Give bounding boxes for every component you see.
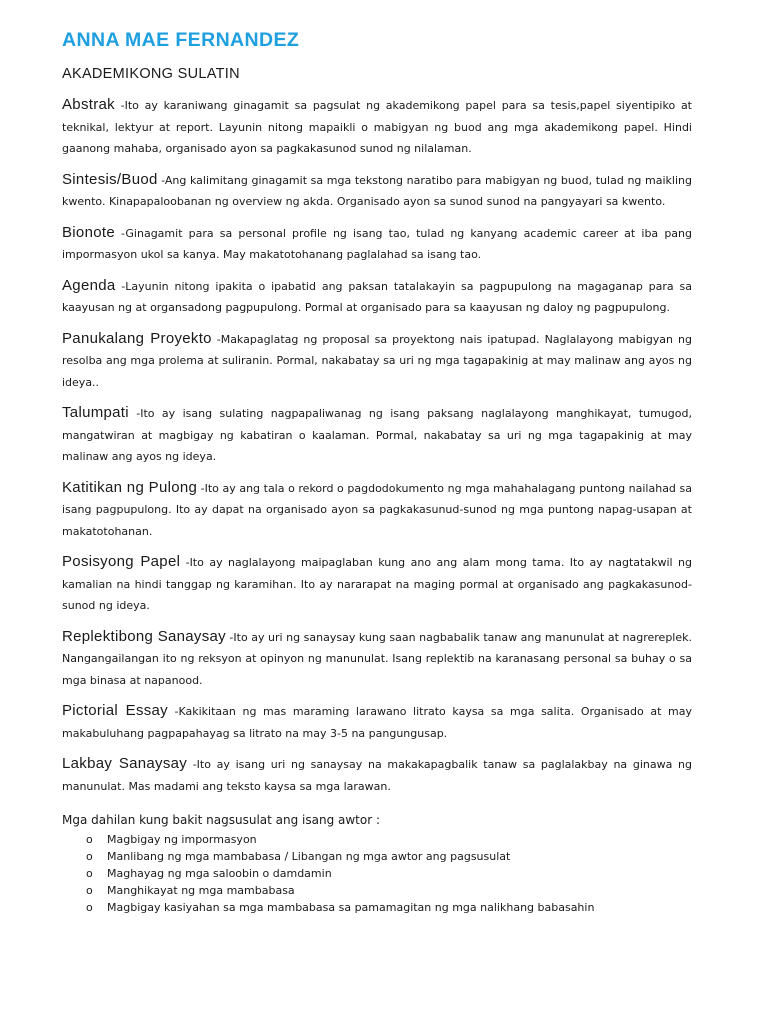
entry-paragraph — [62, 223, 692, 266]
entry-paragraph — [62, 170, 692, 213]
bullet-icon: o — [86, 833, 93, 846]
list-item-text: Manlibang ng mga mambabasa / Libangan ng mga awtor ang pagsusulat — [107, 850, 511, 863]
entry-definition: -Ito ay uri ng sanaysay kung saan nagbabalik tanaw ang manunulat at nagrereplek. Nangangailangan ito ng reksyon at opinyon ng manunulat. Isang replektib na karanasang personal sa buhay o sa mga binasa at napanood. — [62, 630, 692, 687]
list-item — [86, 848, 692, 865]
list-item-text: Manghikayat ng mga mambabasa — [107, 884, 295, 897]
entry-definition: -Ito ay karaniwang ginagamit sa pagsulat ng akademikong papel para sa tesis,papel siyentipiko at teknikal, lektyur at report. Layunin nitong mapaikli o mabigyan ng buod ang mga akademikong papel. Hindi gaanong mahaba, organisado ayon sa pagkakasunod sunod ng nilalaman. — [62, 99, 692, 155]
entry-term: Katitikan ng Pulong — [62, 478, 198, 496]
entry-paragraph — [62, 95, 692, 160]
list-item — [86, 882, 692, 899]
entry-definition: -Ito ay isang sulating nagpapaliwanag ng isang paksang naglalayong manghikayat, tumugod, mangatwiran at magbigay ng kabatiran o kaalaman. Pormal, nakabatay sa uri ng mga tagapakinig at may malinaw ang ayos ng ideya. — [62, 407, 693, 463]
reasons-heading: Mga dahilan kung bakit nagsusulat ang isang awtor : — [62, 813, 381, 827]
entry-paragraph — [62, 478, 692, 543]
entry-term: Abstrak — [62, 96, 115, 113]
entry-term: Pictorial Essay — [62, 702, 168, 719]
list-item-text: Maghayag ng mga saloobin o damdamin — [107, 867, 332, 880]
entry-definition: -Ang kalimitang ginagamit sa mga tekstong naratibo para mabigyan ng buod, tulad ng maikling kwento. Kinapapaloobanan ng overview ng akda. Organisado ayon sa sunod sunod na pangyayari sa kwento. — [62, 173, 692, 208]
list-item-text: Magbigay kasiyahan sa mga mambabasa sa pamamagitan ng mga nalikhang babasahin — [107, 901, 595, 914]
entry-definition: -Ginagamit para sa personal profile ng isang tao, tulad ng kanyang academic career at iba pang impormasyon ukol sa kanya. May makatotohanang paglalahad sa isang tao. — [62, 226, 692, 261]
entry-term: Lakbay Sanaysay — [62, 755, 188, 772]
entry-paragraph — [62, 403, 692, 468]
entry-paragraph — [62, 329, 692, 394]
entry-paragraph — [62, 276, 692, 319]
entry-definition: -Ito ay isang uri ng sanaysay na makakapagbalik tanaw sa paglalakbay na ginawa ng manunulat. Mas madami ang teksto kaysa sa mga larawan. — [62, 758, 692, 793]
entries-list — [62, 95, 692, 797]
bullet-icon: o — [86, 850, 93, 863]
entry-term: Talumpati — [62, 404, 129, 421]
bullet-icon: o — [86, 867, 93, 880]
entry-term: Bionote — [62, 223, 115, 241]
bullet-icon: o — [86, 901, 93, 914]
entry-paragraph — [62, 701, 692, 744]
entry-definition: -Layunin nitong ipakita o ipabatid ang paksan tatalakayin sa pagpupulong na magaganap para sa kaayusan ng at organsadong pagpupulong. Pormal at organisado para sa kaayusan ng daloy ng pagpupulong. — [62, 279, 692, 314]
list-item — [86, 865, 692, 882]
entry-term: Replektibong Sanaysay — [62, 627, 226, 645]
entry-paragraph — [62, 627, 692, 692]
author-name: ANNA MAE FERNANDEZ — [62, 29, 300, 51]
entry-definition: -Makapaglatag ng proposal sa proyektong nais ipatupad. Naglalayong mabigyan ng resolba ang mga prolema at suliranin. Pormal, nakabatay sa uri ng mga tagapakinig at may malinaw ang ayos ng ideya.. — [62, 332, 692, 389]
entry-term: Sintesis/Buod — [62, 170, 158, 188]
entry-term: Panukalang Proyekto — [62, 329, 212, 347]
reasons-list — [62, 831, 692, 916]
entry-paragraph — [62, 552, 692, 617]
entry-term: Agenda — [62, 276, 116, 294]
list-item — [86, 899, 692, 916]
entry-term: Posisyong Papel — [62, 553, 181, 570]
bullet-icon: o — [86, 884, 93, 897]
list-item — [86, 831, 692, 848]
entry-definition: -Kakikitaan ng mas maraming larawano litrato kaysa sa mga salita. Organisado at may makabuluhang pagpapahayag sa litrato na may 3-5 na pangungusap. — [62, 705, 692, 740]
entry-paragraph — [62, 754, 692, 797]
entry-definition: -Ito ay ang tala o rekord o pagdodokumento ng mga mahahalagang puntong nailahad sa isang pagpupulong. Ito ay dapat na organisado ayon sa pagkakasunud-sunod ng mga puntong napag-usapan at makatotohanan. — [62, 481, 692, 538]
entry-definition: -Ito ay naglalayong maipaglaban kung ano ang alam mong tama. Ito ay nagtatakwil ng kamalian na hindi tanggap ng karamihan. Ito ay nararapat na maging pormal at organisado ang pagkakasunod-sunod ng ideya. — [62, 556, 692, 612]
list-item-text: Magbigay ng impormasyon — [107, 833, 257, 846]
document-title: AKADEMIKONG SULATIN — [62, 66, 240, 82]
